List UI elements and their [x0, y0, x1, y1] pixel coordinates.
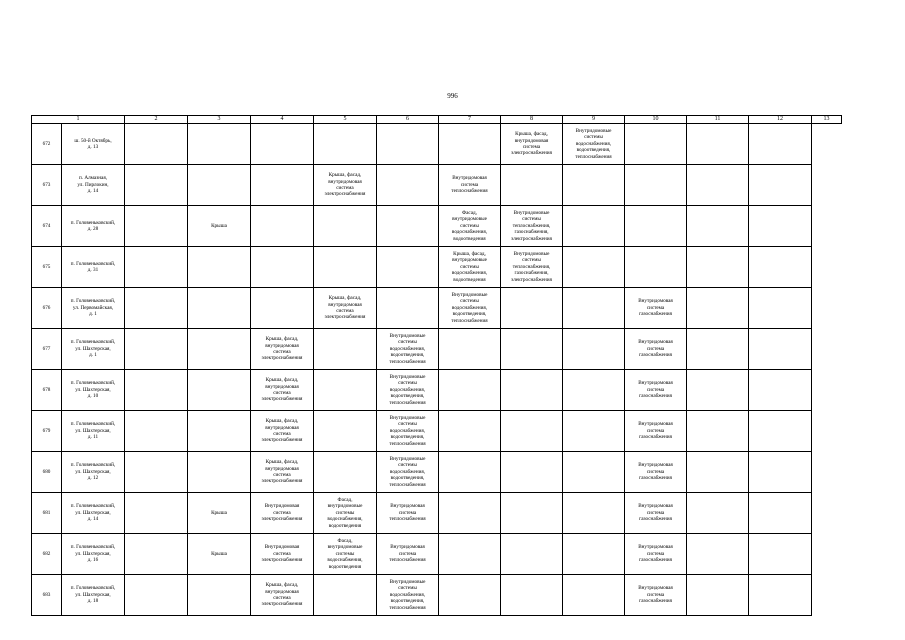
header-cell-5: 5: [314, 116, 377, 124]
cell-col-11: [625, 411, 687, 452]
cell-col-7: [377, 288, 439, 329]
cell-col-7-text: Внутридомовая система теплоснабжения: [389, 503, 426, 523]
cell-col-4: [188, 329, 251, 370]
cell-col-11: [625, 247, 687, 288]
cell-col-10: [563, 370, 625, 411]
cell-col-8-text: Внутридомовая система теплоснабжения: [451, 175, 488, 195]
cell-col-5-text: Крыша, фасад, внутридомовая система электроснабжения: [261, 336, 303, 362]
cell-col-5: [251, 329, 314, 370]
cell-col-11: [625, 165, 687, 206]
cell-col-8: [439, 575, 501, 616]
cell-col-7-text: Внутридомовые системы водоснабжения, водоотведения, теплоснабжения: [389, 455, 426, 488]
cell-col-8: [439, 534, 501, 575]
row-number-cell: [32, 411, 62, 452]
cell-col-9-text: Внутридомовые системы теплоснабжения, газоснабжения, электроснабжения: [511, 209, 552, 242]
cell-col-4-text: Крыша: [211, 509, 227, 516]
cell-col-7: [377, 411, 439, 452]
cell-col-6: [314, 165, 377, 206]
cell-col-6: [314, 124, 377, 165]
cell-col-6: [314, 575, 377, 616]
address-cell: [62, 493, 125, 534]
row-number-cell-text: 683: [42, 591, 51, 598]
cell-col-5-text: Крыша, фасад, внутридомовая система электроснабжения: [261, 377, 303, 403]
cell-col-9: [501, 411, 563, 452]
cell-col-11: [625, 370, 687, 411]
cell-col-9: [501, 575, 563, 616]
row-number-cell: [32, 206, 62, 247]
cell-col-7: [377, 493, 439, 534]
cell-col-9: [501, 534, 563, 575]
header-cell-10: 10: [625, 116, 687, 124]
cell-col-8: [439, 411, 501, 452]
cell-col-4-text: Крыша: [211, 222, 227, 229]
row-number-cell-text: 674: [42, 222, 51, 229]
cell-col-7-text: Внутридомовая система теплоснабжения: [389, 544, 426, 564]
cell-col-8-text: Крыша, фасад, внутридомовые системы водоснабжения, водоотведения: [451, 250, 488, 283]
cell-col-11: [625, 493, 687, 534]
cell-col-10: [563, 206, 625, 247]
cell-col-3: [125, 370, 188, 411]
cell-col-4: [188, 288, 251, 329]
cell-col-12: [687, 493, 749, 534]
cell-col-4: [188, 452, 251, 493]
cell-col-3: [125, 329, 188, 370]
cell-col-13: [749, 411, 812, 452]
cell-col-8: [439, 165, 501, 206]
cell-col-5: [251, 124, 314, 165]
row-number-cell: [32, 288, 62, 329]
cell-col-12: [687, 370, 749, 411]
cell-col-6: [314, 206, 377, 247]
address-cell: [62, 534, 125, 575]
header-cell-3: 3: [188, 116, 251, 124]
cell-col-7-text: Внутридомовые системы водоснабжения, водоотведения, теплоснабжения: [389, 414, 426, 447]
cell-col-13: [749, 206, 812, 247]
cell-col-12: [687, 329, 749, 370]
row-number-cell-text: 675: [42, 263, 51, 270]
cell-col-7: [377, 575, 439, 616]
cell-col-9: [501, 165, 563, 206]
header-cell-11: 11: [687, 116, 749, 124]
cell-col-11-text: Внутридомовая система газоснабжения: [638, 462, 673, 482]
cell-col-10: [563, 411, 625, 452]
row-number-cell: [32, 124, 62, 165]
cell-col-12: [687, 247, 749, 288]
cell-col-6-text: Фасад, внутридомовые системы водоснабжения, водоотведения: [327, 537, 363, 570]
cell-col-12: [687, 411, 749, 452]
cell-col-9: [501, 206, 563, 247]
cell-col-4: [188, 370, 251, 411]
cell-col-5: [251, 575, 314, 616]
cell-col-9: [501, 493, 563, 534]
cell-col-13: [749, 329, 812, 370]
cell-col-9-text: Внутридомовые системы теплоснабжения, газоснабжения, электроснабжения: [511, 250, 552, 283]
row-number-cell-text: 677: [42, 345, 51, 352]
cell-col-13: [749, 575, 812, 616]
table-row: [32, 288, 842, 329]
cell-col-3: [125, 411, 188, 452]
cell-col-3: [125, 124, 188, 165]
address-cell-text: ш. 50-й Октябрь, д. 13: [74, 137, 112, 150]
cell-col-4: [188, 206, 251, 247]
table-row: [32, 206, 842, 247]
cell-col-4: [188, 575, 251, 616]
cell-col-12: [687, 165, 749, 206]
row-number-cell: [32, 575, 62, 616]
cell-col-6-text: Крыша, фасад, внутридомовая система электроснабжения: [324, 172, 366, 198]
table-row: [32, 493, 842, 534]
cell-col-5: [251, 206, 314, 247]
header-row: [32, 116, 842, 124]
address-cell-text: п. Головеньковский, ул. Шахтерская, д. 12: [70, 462, 116, 482]
cell-col-11-text: Внутридомовая система газоснабжения: [638, 339, 673, 359]
header-cell-1: 1: [32, 116, 125, 124]
address-cell-text: п. Головеньковский, ул. Шахтерская, д. 11: [70, 421, 116, 441]
table-row: [32, 247, 842, 288]
cell-col-5-text: Крыша, фасад, внутридомовая система электроснабжения: [261, 582, 303, 608]
cell-col-5: [251, 534, 314, 575]
cell-col-9: [501, 370, 563, 411]
table-row: [32, 452, 842, 493]
cell-col-7-text: Внутридомовые системы водоснабжения, водоотведения, теплоснабжения: [389, 332, 426, 365]
cell-col-13: [749, 288, 812, 329]
address-cell-text: п. Головеньковский, ул. Шахтерская, д. 18: [70, 585, 116, 605]
table-row: [32, 165, 842, 206]
row-number-cell-text: 672: [42, 140, 51, 147]
row-number-cell: [32, 493, 62, 534]
cell-col-10: [563, 452, 625, 493]
row-number-cell: [32, 370, 62, 411]
cell-col-9: [501, 124, 563, 165]
cell-col-5-text: Внутридомовая система электроснабжения: [261, 503, 303, 523]
cell-col-4: [188, 247, 251, 288]
cell-col-8: [439, 288, 501, 329]
cell-col-7-text: Внутридомовые системы водоснабжения, водоотведения, теплоснабжения: [389, 373, 426, 406]
cell-col-13: [749, 124, 812, 165]
page-number: 996: [447, 92, 458, 100]
address-cell: [62, 575, 125, 616]
cell-col-4-text: Крыша: [211, 550, 227, 557]
cell-col-11: [625, 288, 687, 329]
cell-col-6: [314, 247, 377, 288]
address-cell: [62, 411, 125, 452]
cell-col-13: [749, 534, 812, 575]
table-row: [32, 575, 842, 616]
cell-col-8: [439, 206, 501, 247]
cell-col-5-text: Крыша, фасад, внутридомовая система электроснабжения: [261, 459, 303, 485]
cell-col-8: [439, 493, 501, 534]
cell-col-5-text: Крыша, фасад, внутридомовая система электроснабжения: [261, 418, 303, 444]
cell-col-13: [749, 165, 812, 206]
cell-col-5-text: Внутридомовая система электроснабжения: [261, 544, 303, 564]
cell-col-8: [439, 370, 501, 411]
header-cell-6: 6: [377, 116, 439, 124]
cell-col-3: [125, 165, 188, 206]
address-cell: [62, 452, 125, 493]
cell-col-5: [251, 288, 314, 329]
cell-col-10: [563, 124, 625, 165]
cell-col-12: [687, 124, 749, 165]
cell-col-11-text: Внутридомовая система газоснабжения: [638, 298, 673, 318]
cell-col-9-text: Крыша, фасад, внутридомовая система электроснабжения: [511, 131, 552, 157]
cell-col-9: [501, 329, 563, 370]
cell-col-12: [687, 206, 749, 247]
cell-col-4: [188, 124, 251, 165]
row-number-cell-text: 678: [42, 386, 51, 393]
cell-col-11-text: Внутридомовая система газоснабжения: [638, 380, 673, 400]
cell-col-7: [377, 165, 439, 206]
cell-col-12: [687, 534, 749, 575]
cell-col-11: [625, 124, 687, 165]
header-cell-4: 4: [251, 116, 314, 124]
cell-col-6: [314, 329, 377, 370]
cell-col-10: [563, 534, 625, 575]
row-number-cell-text: 673: [42, 181, 51, 188]
cell-col-8: [439, 329, 501, 370]
cell-col-10: [563, 329, 625, 370]
cell-col-9: [501, 452, 563, 493]
table-row: [32, 411, 842, 452]
row-number-cell-text: 679: [42, 427, 51, 434]
cell-col-6: [314, 534, 377, 575]
header-cell-7: 7: [439, 116, 501, 124]
table-row: [32, 124, 842, 165]
address-cell: [62, 288, 125, 329]
cell-col-7: [377, 329, 439, 370]
row-number-cell-text: 681: [42, 509, 51, 516]
cell-col-10: [563, 575, 625, 616]
table-row: [32, 329, 842, 370]
cell-col-10: [563, 493, 625, 534]
cell-col-7: [377, 247, 439, 288]
cell-col-9: [501, 247, 563, 288]
cell-col-11-text: Внутридомовая система газоснабжения: [638, 585, 673, 605]
cell-col-6: [314, 452, 377, 493]
cell-col-6-text: Фасад, внутридомовые системы водоснабжения, водоотведения: [327, 496, 363, 529]
cell-col-7: [377, 452, 439, 493]
cell-col-4: [188, 534, 251, 575]
cell-col-6: [314, 370, 377, 411]
cell-col-5: [251, 411, 314, 452]
cell-col-3: [125, 288, 188, 329]
cell-col-12: [687, 288, 749, 329]
cell-col-9: [501, 288, 563, 329]
address-cell-text: п. Головеньковский, д. 28: [70, 219, 116, 232]
cell-col-5: [251, 452, 314, 493]
cell-col-5: [251, 165, 314, 206]
cell-col-11: [625, 452, 687, 493]
cell-col-11: [625, 534, 687, 575]
cell-col-6: [314, 411, 377, 452]
cell-col-13: [749, 493, 812, 534]
cell-col-5: [251, 370, 314, 411]
row-number-cell: [32, 247, 62, 288]
cell-col-3: [125, 575, 188, 616]
address-cell-text: п. Головеньковский, ул. Шахтерская, д. 14: [70, 503, 116, 523]
cell-col-4: [188, 165, 251, 206]
cell-col-4: [188, 493, 251, 534]
cell-col-11: [625, 329, 687, 370]
cell-col-8-text: Внутридомовые системы водоснабжения, водоотведения, теплоснабжения: [451, 291, 488, 324]
row-number-cell-text: 682: [42, 550, 51, 557]
row-number-cell: [32, 329, 62, 370]
address-cell: [62, 165, 125, 206]
cell-col-3: [125, 206, 188, 247]
cell-col-5: [251, 247, 314, 288]
cell-col-8: [439, 452, 501, 493]
address-cell-text: п. Головеньковский, ул. Шахтерская, д. 10: [70, 380, 116, 400]
cell-col-8: [439, 247, 501, 288]
cell-col-7: [377, 206, 439, 247]
table-row: [32, 534, 842, 575]
cell-col-7: [377, 534, 439, 575]
row-number-cell-text: 680: [42, 468, 51, 475]
cell-col-10: [563, 288, 625, 329]
address-cell: [62, 370, 125, 411]
address-cell-text: п. Головеньковский, ул. Шахтерская, д. 16: [70, 544, 116, 564]
address-cell: [62, 329, 125, 370]
cell-col-12: [687, 575, 749, 616]
address-cell: [62, 124, 125, 165]
row-number-cell: [32, 165, 62, 206]
repair-schedule-table: [31, 115, 842, 616]
cell-col-6: [314, 493, 377, 534]
cell-col-11-text: Внутридомовая система газоснабжения: [638, 421, 673, 441]
cell-col-10: [563, 165, 625, 206]
cell-col-10-text: Внутридомовые системы водоснабжения, водоотведения, теплоснабжения: [575, 127, 612, 160]
address-cell-text: п. Головеньковский, ул. Первомайская, д. 1: [70, 298, 116, 318]
header-cell-12: 12: [749, 116, 812, 124]
row-number-cell: [32, 452, 62, 493]
cell-col-4: [188, 411, 251, 452]
cell-col-6: [314, 288, 377, 329]
cell-col-12: [687, 452, 749, 493]
header-cell-13: 13: [812, 116, 842, 124]
cell-col-13: [749, 370, 812, 411]
cell-col-11: [625, 206, 687, 247]
cell-col-8: [439, 124, 501, 165]
cell-col-13: [749, 247, 812, 288]
cell-col-3: [125, 247, 188, 288]
cell-col-3: [125, 493, 188, 534]
cell-col-7: [377, 124, 439, 165]
cell-col-13: [749, 452, 812, 493]
cell-col-3: [125, 452, 188, 493]
row-number-cell-text: 676: [42, 304, 51, 311]
cell-col-8-text: Фасад, внутридомовые системы водоснабжения, водоотведения: [451, 209, 488, 242]
header-cell-9: 9: [563, 116, 625, 124]
header-cell-8: 8: [501, 116, 563, 124]
header-cell-2: 2: [125, 116, 188, 124]
address-cell-text: п. Алмазная, ул. Пирлокин, д. 14: [77, 175, 109, 195]
cell-col-11: [625, 575, 687, 616]
address-cell-text: п. Головеньковский, ул. Шахтерская, д. 1: [70, 339, 116, 359]
cell-col-10: [563, 247, 625, 288]
cell-col-3: [125, 534, 188, 575]
address-cell: [62, 247, 125, 288]
cell-col-7-text: Внутридомовые системы водоснабжения, водоотведения, теплоснабжения: [389, 578, 426, 611]
address-cell-text: п. Головеньковский, д. 31: [70, 260, 116, 273]
table-row: [32, 370, 842, 411]
cell-col-7: [377, 370, 439, 411]
cell-col-6-text: Крыша, фасад, внутридомовая система электроснабжения: [324, 295, 366, 321]
cell-col-11-text: Внутридомовая система газоснабжения: [638, 544, 673, 564]
row-number-cell: [32, 534, 62, 575]
cell-col-11-text: Внутридомовая система газоснабжения: [638, 503, 673, 523]
cell-col-5: [251, 493, 314, 534]
address-cell: [62, 206, 125, 247]
